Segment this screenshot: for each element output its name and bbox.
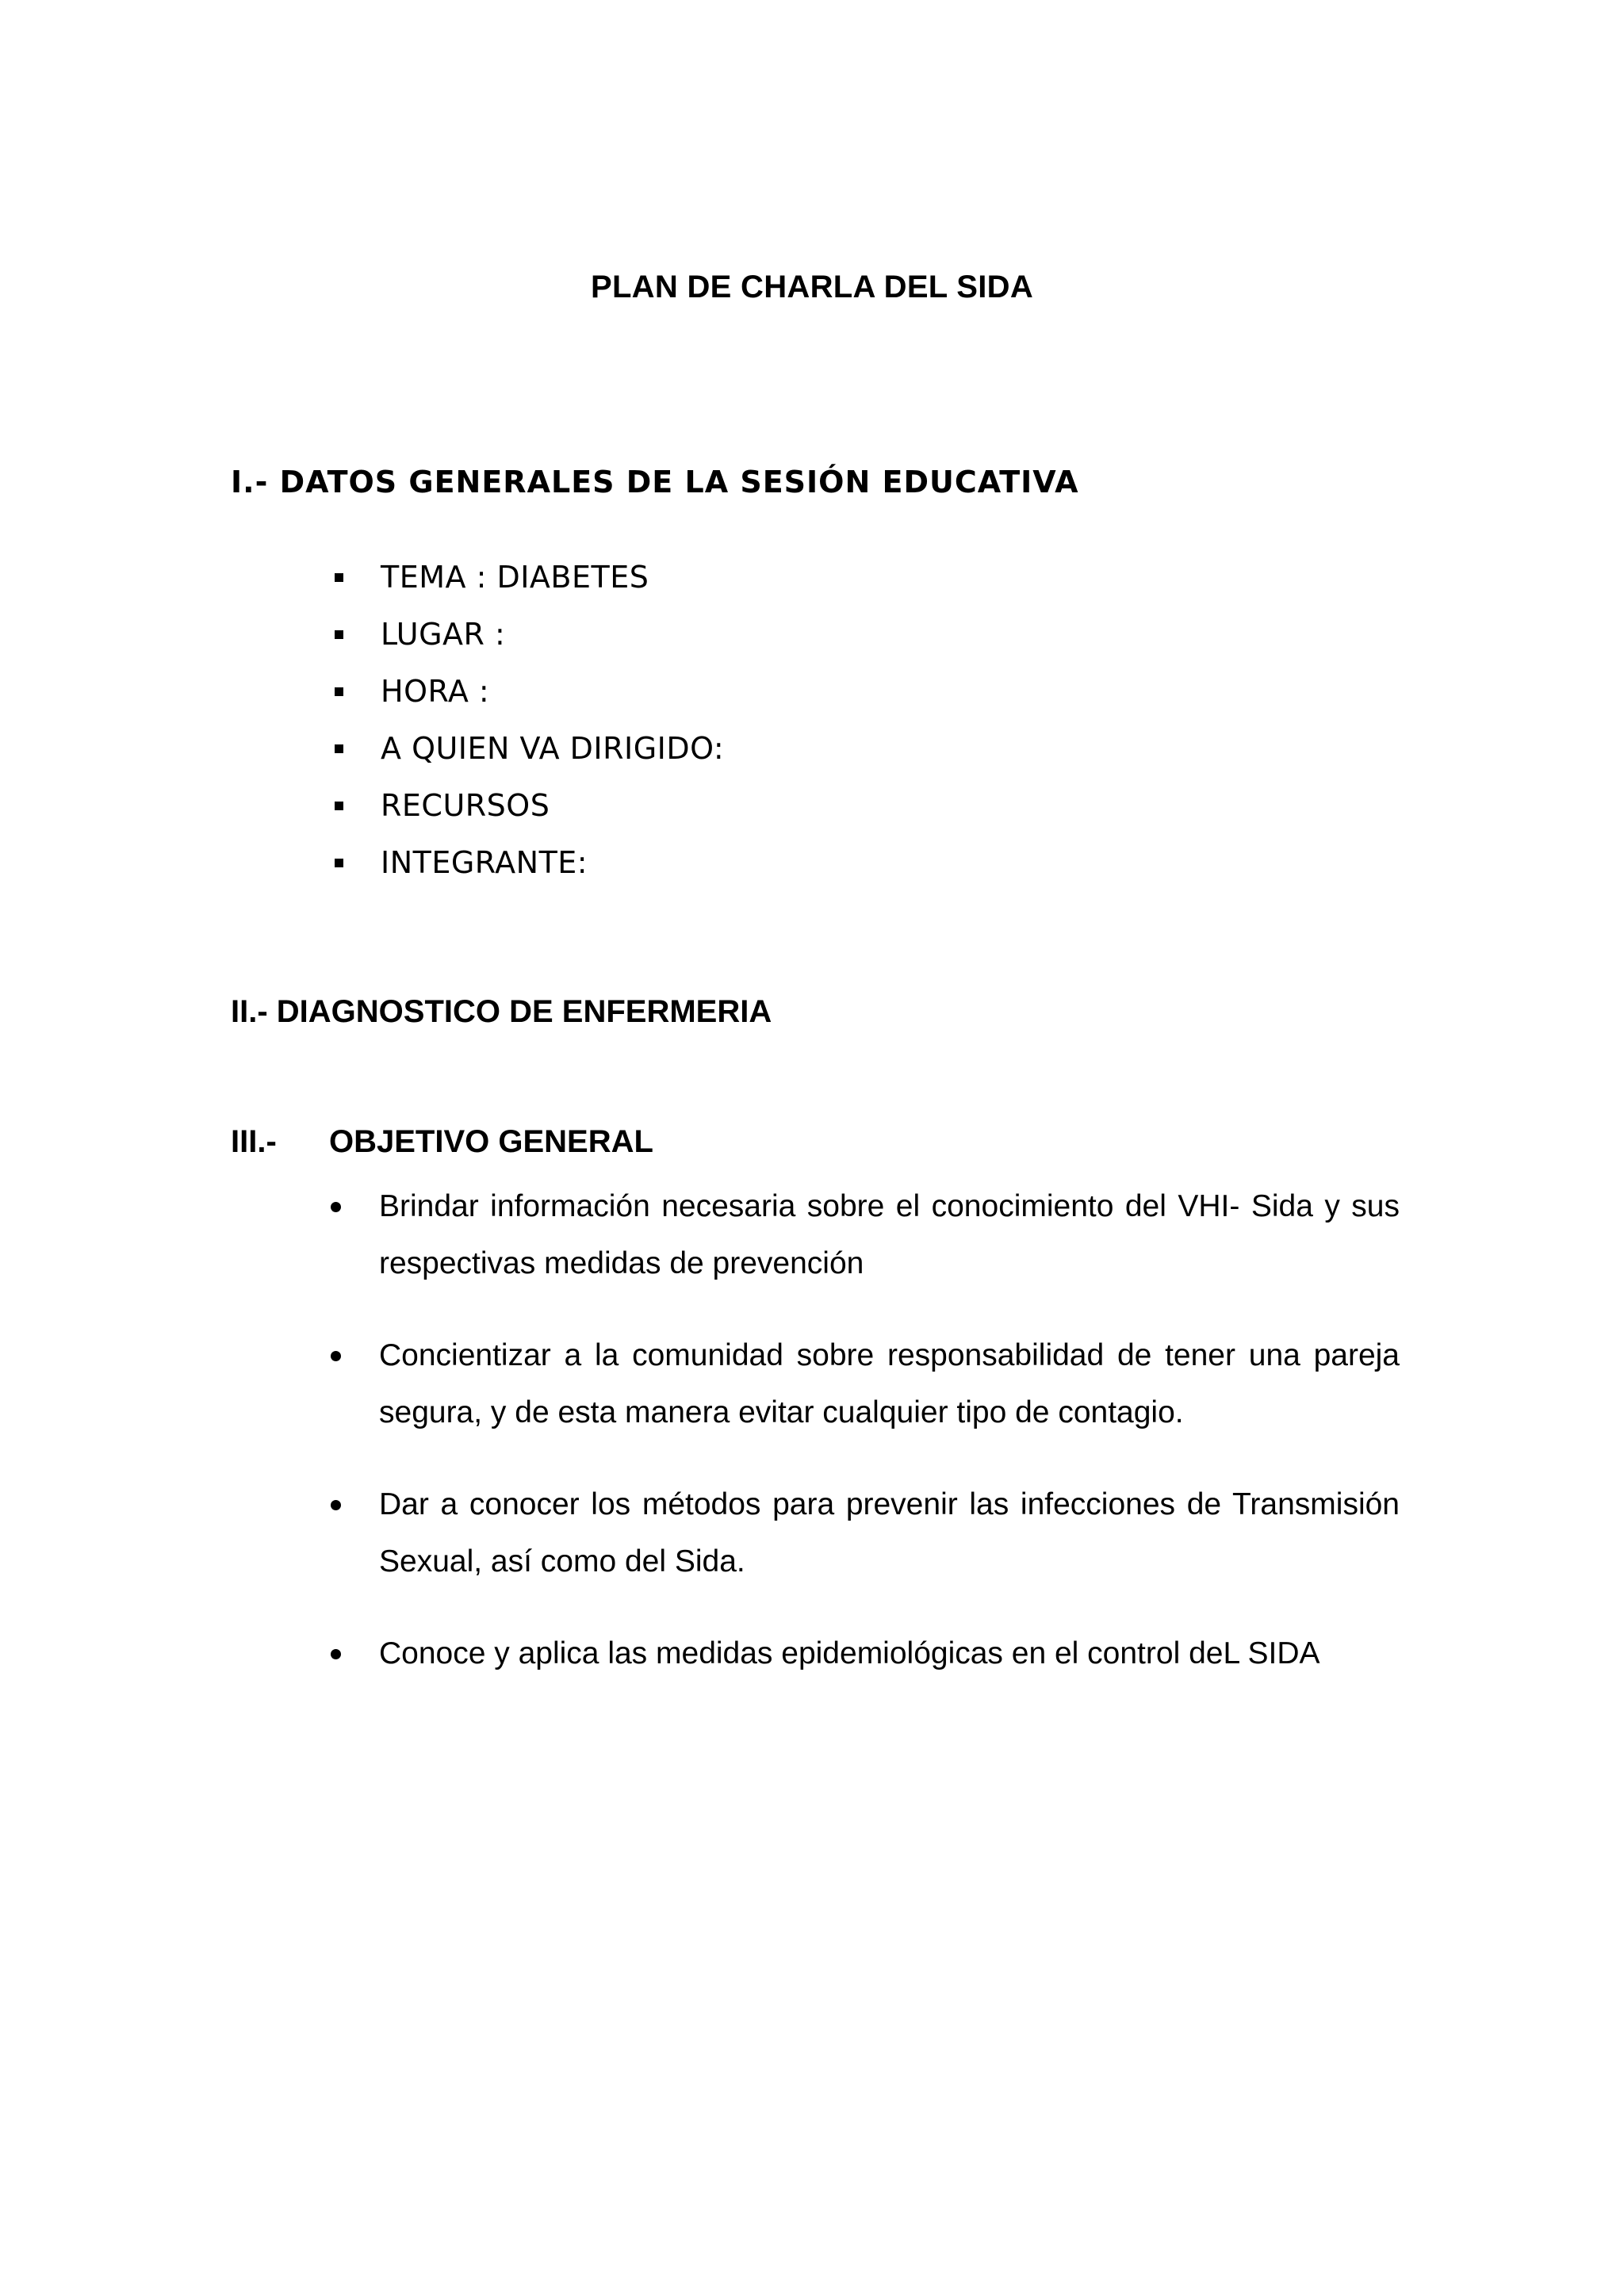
round-bullet-icon <box>331 1351 341 1361</box>
square-bullet-icon <box>335 802 343 810</box>
list-item <box>333 726 724 783</box>
round-bullet-icon <box>331 1649 341 1659</box>
list-item <box>333 555 724 612</box>
round-bullet-icon <box>331 1202 341 1212</box>
square-bullet-icon <box>335 859 343 867</box>
list-item-text: A QUIEN VA DIRIGIDO: <box>381 731 725 766</box>
round-bullet-icon <box>331 1500 341 1510</box>
list-item <box>333 669 724 726</box>
list-item <box>329 1476 1400 1590</box>
square-bullet-icon <box>335 687 343 696</box>
square-bullet-icon <box>335 744 343 753</box>
list-item <box>333 612 724 669</box>
list-item <box>333 840 724 897</box>
list-item-text: Concientizar a la comunidad sobre responsabilidad de tener una pareja segura, y de esta manera evitar cualquier tipo de contagio. <box>379 1338 1400 1429</box>
section-3-number: III.- <box>231 1124 277 1159</box>
list-item-text: RECURSOS <box>381 788 550 823</box>
section-1-heading: I.- DATOS GENERALES DE LA SESIÓN EDUCATIVA <box>231 465 1079 499</box>
list-item-text: INTEGRANTE: <box>381 845 588 880</box>
section-2-heading: II.- DIAGNOSTICO DE ENFERMERIA <box>231 994 772 1029</box>
list-item <box>333 783 724 840</box>
general-data-list <box>333 555 724 897</box>
list-item <box>329 1625 1400 1682</box>
list-item-text: HORA : <box>381 674 490 709</box>
list-item-text: LUGAR : <box>381 617 506 652</box>
square-bullet-icon <box>335 573 343 582</box>
list-item-text: TEMA : DIABETES <box>381 560 649 595</box>
square-bullet-icon <box>335 630 343 639</box>
section-3-heading: OBJETIVO GENERAL <box>329 1124 653 1159</box>
list-item-text: Dar a conocer los métodos para prevenir las infecciones de Transmisión Sexual, así como del Sida. <box>379 1487 1400 1578</box>
objectives-list <box>329 1178 1400 1682</box>
list-item <box>329 1178 1400 1292</box>
list-item <box>329 1327 1400 1441</box>
document-title: PLAN DE CHARLA DEL SIDA <box>590 270 1034 304</box>
list-item-text: Conoce y aplica las medidas epidemiológicas en el control deL SIDA <box>379 1636 1320 1670</box>
list-item-text: Brindar información necesaria sobre el conocimiento del VHI- Sida y sus respectivas medidas de prevención <box>379 1189 1400 1280</box>
